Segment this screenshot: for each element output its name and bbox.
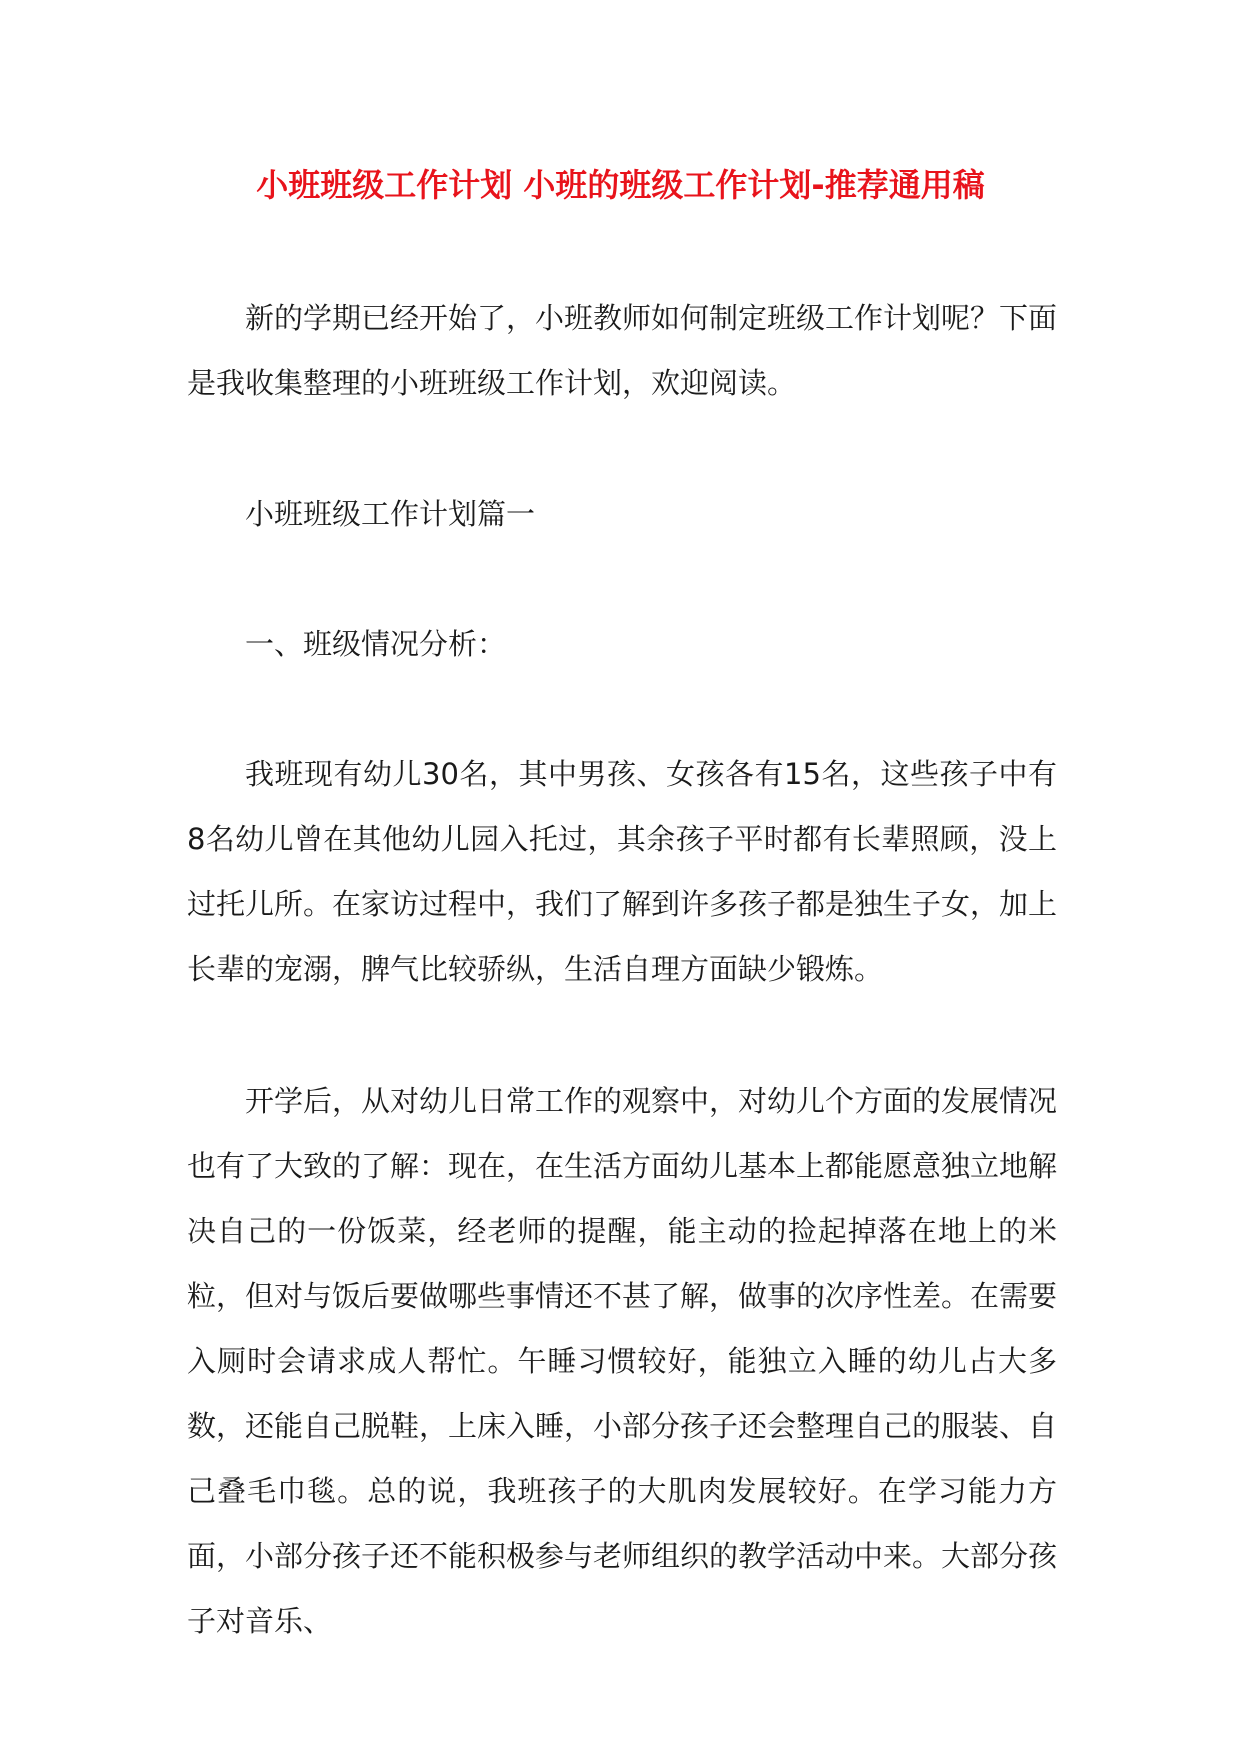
- body-paragraph: 开学后，从对幼儿日常工作的观察中，对幼儿个方面的发展情况也有了大致的了解：现在，在生活方面幼儿基本上都能愿意独立地解决自己的一份饭菜，经老师的提醒，能主动的捡起掉落在地上的米粒，但对与饭后要做哪些事情还不甚了解，做事的次序性差。在需要入厕时会请求成人帮忙。午睡习惯较好，能独立入睡的幼儿占大多数，还能自己脱鞋，上床入睡，小部分孩子还会整理自己的服装、自己叠毛巾毯。总的说，我班孩子的大肌肉发展较好。在学习能力方面，小部分孩子还不能积极参与老师组织的教学活动中来。大部分孩子对音乐、: [187, 1084, 1058, 1638]
- body-paragraph: 我班现有幼儿30名，其中男孩、女孩各有15名，这些孩子中有8名幼儿曾在其他幼儿园入托过，其余孩子平时都有长辈照顾，没上过托儿所。在家访过程中，我们了解到许多孩子都是独生子女，加上长辈的宠溺，脾气比较骄纵，生活自理方面缺少锻炼。: [187, 757, 1058, 986]
- document-title: 小班班级工作计划 小班的班级工作计划-推荐通用稿: [256, 166, 985, 204]
- part-heading: 小班班级工作计划篇一: [245, 497, 536, 531]
- intro-paragraph: 新的学期已经开始了，小班教师如何制定班级工作计划呢？下面是我收集整理的小班班级工作计划，欢迎阅读。: [187, 301, 1058, 400]
- section-heading: 一、班级情况分析：: [245, 627, 507, 661]
